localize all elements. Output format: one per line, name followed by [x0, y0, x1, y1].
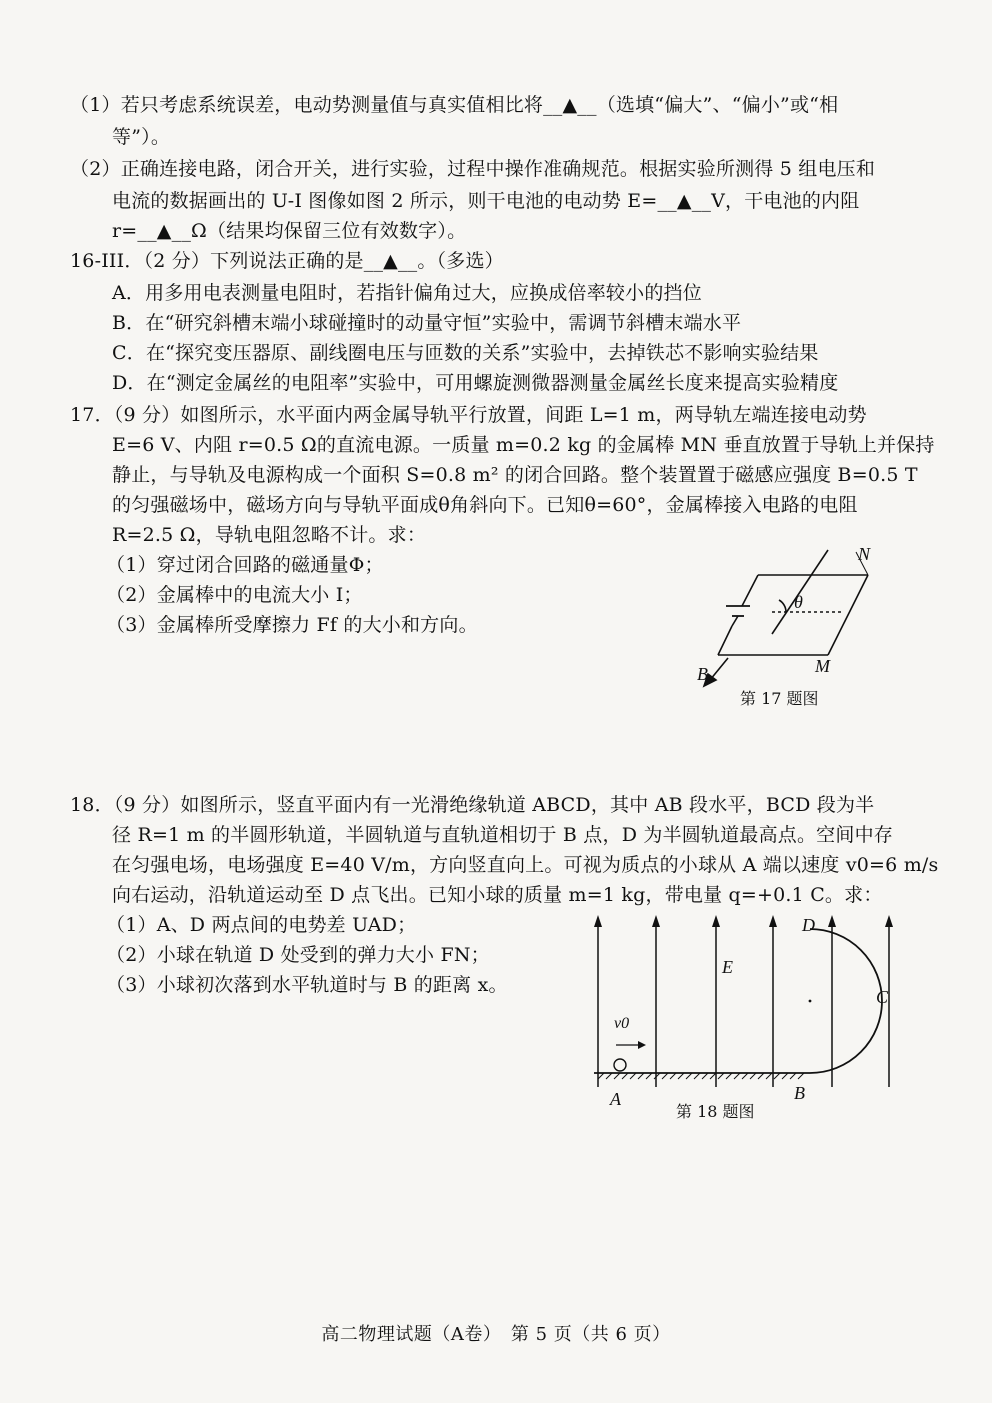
q17-stem-line2: E=6 V、内阻 r=0.5 Ω的直流电源。一质量 m=0.2 kg 的金属棒 MN 垂直放置于导轨上并保持: [112, 434, 935, 456]
fig18-label-v0: v0: [614, 1015, 630, 1032]
fig18-label-e: E: [722, 957, 733, 977]
fig17-label-b: B: [697, 664, 708, 684]
q17-sub2: （2）金属棒中的电流大小 I；: [106, 584, 363, 606]
fig18-label-c: C: [876, 987, 889, 1007]
q15-part1-line1: （1）若只考虑系统误差，电动势测量值与真实值相比将__▲__（选填“偏大”、“偏小”或“相: [70, 94, 839, 116]
figure-18-drawing: [580, 905, 900, 1115]
q18-stem-line1: 18．（9 分）如图所示，竖直平面内有一光滑绝缘轨道 ABCD，其中 AB 段水平，BCD 段为半: [70, 794, 875, 816]
fig17-label-n: N: [858, 544, 871, 564]
fig18-label-b: B: [794, 1083, 805, 1103]
fig18-label-d: D: [802, 915, 815, 935]
figure-17-caption: 第 17 题图: [740, 689, 819, 708]
q18-stem-line2: 径 R=1 m 的半圆形轨道，半圆轨道与直轨道相切于 B 点，D 为半圆轨道最高点。空间中存: [112, 824, 893, 846]
q15-part1-line2: 等”）。: [112, 126, 171, 148]
fig18-label-a: A: [610, 1089, 621, 1109]
q16-option-d: D．在“测定金属丝的电阻率”实验中，可用螺旋测微器测量金属丝长度来提高实验精度: [112, 372, 839, 394]
figure-18: [580, 905, 900, 1121]
figure-17: [690, 540, 900, 710]
fig17-label-theta: θ: [794, 592, 803, 612]
q16-stem: 16-III．（2 分）下列说法正确的是__▲__。（多选）: [70, 250, 504, 272]
q17-stem-line1: 17．（9 分）如图所示，水平面内两金属导轨平行放置，间距 L=1 m，两导轨左端连接电动势: [70, 404, 867, 426]
q16-option-a: A．用多用电表测量电阻时，若指针偏角过大，应换成倍率较小的挡位: [112, 282, 702, 304]
q17-stem-line5: R=2.5 Ω，导轨电阻忽略不计。求：: [112, 524, 427, 546]
q17-stem-line4: 的匀强磁场中，磁场方向与导轨平面成θ角斜向下。已知θ=60°，金属棒接入电路的电阻: [112, 494, 858, 516]
q17-sub1: （1）穿过闭合回路的磁通量Φ；: [106, 554, 384, 576]
q18-sub3: （3）小球初次落到水平轨道时与 B 的距离 x。: [106, 974, 508, 996]
q17-stem-line3: 静止，与导轨及电源构成一个面积 S=0.8 m² 的闭合回路。整个装置置于磁感应强度 B=0.5 T: [112, 464, 918, 486]
q17-sub3: （3）金属棒所受摩擦力 Ff 的大小和方向。: [106, 614, 478, 636]
q18-sub2: （2）小球在轨道 D 处受到的弹力大小 FN；: [106, 944, 490, 966]
page-footer: 高二物理试题（A卷） 第 5 页（共 6 页）: [321, 1324, 671, 1345]
fig17-label-m: M: [815, 656, 830, 676]
q18-sub1: （1）A、D 两点间的电势差 UAD；: [106, 914, 417, 936]
q15-part2-line2: 电流的数据画出的 U-I 图像如图 2 所示，则干电池的电动势 E=__▲__V，干电池的内阻: [112, 190, 860, 212]
q16-option-b: B．在“研究斜槽末端小球碰撞时的动量守恒”实验中，需调节斜槽末端水平: [112, 312, 742, 334]
q15-part2-line1: （2）正确连接电路，闭合开关，进行实验，过程中操作准确规范。根据实验所测得 5 组电压和: [70, 158, 876, 180]
q18-stem-line4: 向右运动，沿轨道运动至 D 点飞出。已知小球的质量 m=1 kg，带电量 q=+0.1 C。求：: [112, 884, 883, 906]
q15-part2-line3: r=__▲__Ω（结果均保留三位有效数字）。: [112, 220, 467, 242]
q16-option-c: C．在“探究变压器原、副线圈电压与匝数的关系”实验中，去掉铁芯不影响实验结果: [112, 342, 819, 364]
q18-stem-line3: 在匀强电场，电场强度 E=40 V/m，方向竖直向上。可视为质点的小球从 A 端以速度 v0=6 m/s: [112, 854, 939, 876]
figure-18-caption: 第 18 题图: [676, 1102, 755, 1121]
figure-17-drawing: [690, 540, 900, 710]
